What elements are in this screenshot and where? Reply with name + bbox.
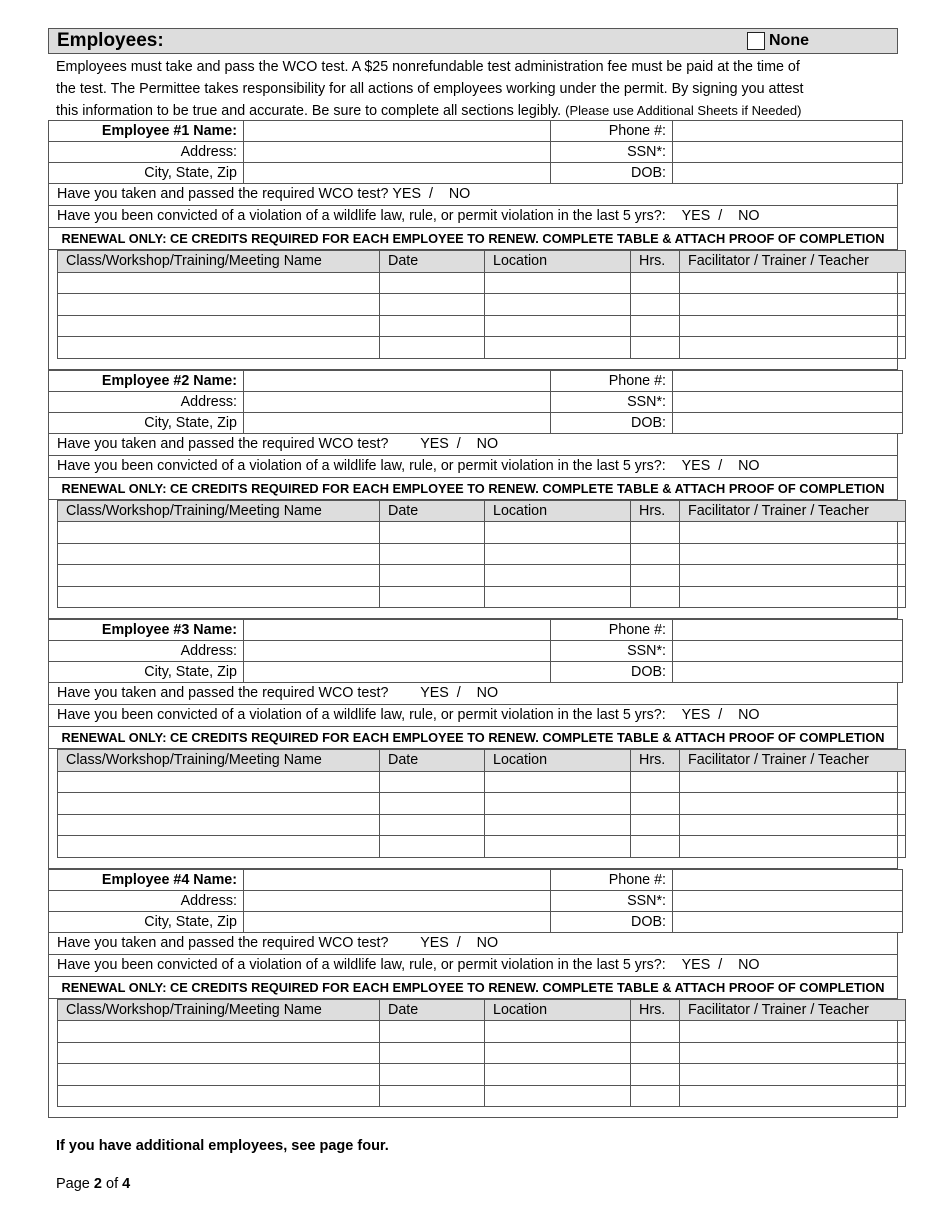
employee-name-label: Employee #1 Name: (49, 121, 244, 142)
col-facilitator-header: Facilitator / Trainer / Teacher (680, 500, 906, 522)
violation-slash: / (718, 457, 723, 474)
col-location-cell[interactable] (485, 793, 631, 815)
wco-question-text: Have you taken and passed the required WCO test? (57, 435, 389, 452)
col-facilitator-cell[interactable] (680, 1021, 906, 1043)
col-class-name-cell[interactable] (58, 543, 380, 565)
info-row (49, 391, 903, 412)
col-hours-cell[interactable] (631, 543, 680, 565)
col-class-name-cell[interactable] (58, 565, 380, 587)
col-class-name-header: Class/Workshop/Training/Meeting Name (58, 750, 380, 772)
violation-question (48, 456, 898, 478)
ce-row (58, 1042, 906, 1064)
dob-label: DOB: (551, 163, 673, 184)
ssn-label: SSN*: (551, 890, 673, 911)
dob-label: DOB: (551, 662, 673, 683)
col-date-cell[interactable] (380, 522, 485, 544)
address-field[interactable] (244, 142, 551, 163)
ce-row (58, 586, 906, 608)
violation-no-option[interactable]: NO (738, 707, 760, 723)
col-hours-header: Hrs. (631, 750, 680, 772)
ce-row (58, 793, 906, 815)
violation-yes-option[interactable]: YES (681, 707, 711, 723)
ce-row (58, 543, 906, 565)
info-row (49, 163, 903, 184)
col-facilitator-cell[interactable] (680, 315, 906, 337)
page-total: 4 (122, 1176, 131, 1192)
ce-row (58, 836, 906, 858)
ssn-field[interactable] (673, 142, 903, 163)
ce-row (58, 315, 906, 337)
ssn-label: SSN*: (551, 641, 673, 662)
col-hours-cell[interactable] (631, 315, 680, 337)
name-field[interactable] (244, 370, 551, 391)
ce-credits-block (48, 500, 898, 620)
col-class-name-cell[interactable] (58, 272, 380, 294)
col-facilitator-cell[interactable] (680, 294, 906, 316)
col-date-cell[interactable] (380, 1064, 485, 1086)
city-state-zip-field[interactable] (244, 662, 551, 683)
ssn-label: SSN*: (551, 391, 673, 412)
section-title: Employees: (57, 30, 164, 51)
intro-line-3-text: this information to be true and accurate. Be sure to complete all sections legibly. (56, 103, 562, 119)
employee-name-label: Employee #2 Name: (49, 370, 244, 391)
col-facilitator-cell[interactable] (680, 836, 906, 858)
name-field[interactable] (244, 121, 551, 142)
dob-label: DOB: (551, 911, 673, 932)
col-facilitator-cell[interactable] (680, 1064, 906, 1086)
ce-row (58, 565, 906, 587)
phone-label: Phone #: (551, 370, 673, 391)
employee-name-label: Employee #4 Name: (49, 869, 244, 890)
col-location-cell[interactable] (485, 565, 631, 587)
col-class-name-cell[interactable] (58, 1085, 380, 1107)
ce-row (58, 814, 906, 836)
col-location-cell[interactable] (485, 1085, 631, 1107)
phone-label: Phone #: (551, 121, 673, 142)
col-location-header: Location (485, 251, 631, 273)
info-row (49, 412, 903, 433)
col-location-cell[interactable] (485, 294, 631, 316)
dob-field[interactable] (673, 662, 903, 683)
col-facilitator-cell[interactable] (680, 522, 906, 544)
violation-question-text: Have you been convicted of a violation of a wildlife law, rule, or permit violation in the last 5 yrs?: (57, 208, 666, 224)
ce-credits-block (48, 749, 898, 869)
col-facilitator-cell[interactable] (680, 565, 906, 587)
wco-test-question (48, 683, 898, 705)
col-location-cell[interactable] (485, 543, 631, 565)
col-date-header: Date (380, 251, 485, 273)
ce-row (58, 272, 906, 294)
ce-row (58, 522, 906, 544)
ce-row (58, 1064, 906, 1086)
none-checkbox[interactable] (747, 32, 765, 50)
intro-line-3 (56, 100, 890, 122)
ce-row (58, 1021, 906, 1043)
col-class-name-cell[interactable] (58, 337, 380, 359)
col-facilitator-cell[interactable] (680, 586, 906, 608)
info-row (49, 869, 903, 890)
city-state-zip-field[interactable] (244, 163, 551, 184)
col-location-cell[interactable] (485, 771, 631, 793)
city-state-zip-label: City, State, Zip (49, 911, 244, 932)
ce-row (58, 294, 906, 316)
wco-question-text: Have you taken and passed the required WCO test? (57, 186, 389, 202)
violation-question (48, 955, 898, 977)
violation-slash: / (718, 208, 723, 224)
col-hours-cell[interactable] (631, 337, 680, 359)
wco-no-option[interactable]: NO (476, 685, 499, 701)
ce-header-row (58, 999, 906, 1021)
col-hours-cell[interactable] (631, 1021, 680, 1043)
phone-field[interactable] (673, 620, 903, 641)
violation-yes-option[interactable]: YES (681, 457, 711, 474)
col-date-cell[interactable] (380, 771, 485, 793)
ssn-field[interactable] (673, 890, 903, 911)
col-class-name-cell[interactable] (58, 836, 380, 858)
info-row (49, 662, 903, 683)
city-state-zip-label: City, State, Zip (49, 662, 244, 683)
col-date-cell[interactable] (380, 814, 485, 836)
col-date-header: Date (380, 500, 485, 522)
wco-no-option[interactable]: NO (476, 934, 499, 951)
violation-no-option[interactable]: NO (738, 208, 760, 224)
col-class-name-cell[interactable] (58, 294, 380, 316)
col-location-header: Location (485, 750, 631, 772)
info-row (49, 142, 903, 163)
page-current: 2 (93, 1176, 102, 1192)
col-hours-cell[interactable] (631, 272, 680, 294)
name-field[interactable] (244, 620, 551, 641)
info-row (49, 641, 903, 662)
col-date-cell[interactable] (380, 1085, 485, 1107)
col-hours-header: Hrs. (631, 500, 680, 522)
renewal-notice: RENEWAL ONLY: CE CREDITS REQUIRED FOR EACH EMPLOYEE TO RENEW. COMPLETE TABLE & ATTACH PROOF OF COMPLETION (48, 228, 898, 250)
col-hours-cell[interactable] (631, 771, 680, 793)
col-hours-header: Hrs. (631, 251, 680, 273)
address-field[interactable] (244, 890, 551, 911)
col-location-cell[interactable] (485, 836, 631, 858)
address-field[interactable] (244, 391, 551, 412)
page-prefix: Page (56, 1176, 90, 1192)
city-state-zip-label: City, State, Zip (49, 412, 244, 433)
col-facilitator-header: Facilitator / Trainer / Teacher (680, 251, 906, 273)
col-date-header: Date (380, 999, 485, 1021)
city-state-zip-field[interactable] (244, 412, 551, 433)
wco-yes-option[interactable]: YES (392, 186, 421, 202)
col-date-cell[interactable] (380, 836, 485, 858)
ce-credits-table (57, 500, 906, 609)
col-class-name-cell[interactable] (58, 771, 380, 793)
col-class-name-header: Class/Workshop/Training/Meeting Name (58, 999, 380, 1021)
col-hours-cell[interactable] (631, 565, 680, 587)
col-class-name-header: Class/Workshop/Training/Meeting Name (58, 500, 380, 522)
page-number (56, 1176, 130, 1192)
col-facilitator-cell[interactable] (680, 337, 906, 359)
employee-info-table (48, 869, 903, 933)
info-row (49, 911, 903, 932)
dob-label: DOB: (551, 412, 673, 433)
col-class-name-cell[interactable] (58, 522, 380, 544)
city-state-zip-label: City, State, Zip (49, 163, 244, 184)
violation-yes-option[interactable]: YES (681, 208, 711, 224)
col-hours-cell[interactable] (631, 522, 680, 544)
phone-field[interactable] (673, 869, 903, 890)
none-label: None (769, 32, 809, 49)
col-facilitator-header: Facilitator / Trainer / Teacher (680, 999, 906, 1021)
info-row (49, 370, 903, 391)
violation-yes-option[interactable]: YES (681, 956, 711, 973)
employee-section (48, 120, 898, 370)
employee-section (48, 370, 898, 620)
col-date-cell[interactable] (380, 315, 485, 337)
dob-field[interactable] (673, 911, 903, 932)
col-location-cell[interactable] (485, 814, 631, 836)
address-label: Address: (49, 391, 244, 412)
col-facilitator-cell[interactable] (680, 1085, 906, 1107)
col-date-cell[interactable] (380, 272, 485, 294)
wco-test-question (48, 933, 898, 955)
col-hours-cell[interactable] (631, 1042, 680, 1064)
col-hours-cell[interactable] (631, 586, 680, 608)
col-hours-cell[interactable] (631, 836, 680, 858)
col-location-cell[interactable] (485, 1021, 631, 1043)
violation-question (48, 705, 898, 727)
violation-no-option[interactable]: NO (738, 457, 760, 474)
intro-line-1: Employees must take and pass the WCO test. A $25 nonrefundable test administration fee must be paid at the time of (56, 59, 800, 75)
col-class-name-cell[interactable] (58, 1042, 380, 1064)
renewal-notice: RENEWAL ONLY: CE CREDITS REQUIRED FOR EACH EMPLOYEE TO RENEW. COMPLETE TABLE & ATTACH PROOF OF COMPLETION (48, 727, 898, 749)
ce-credits-table (57, 999, 906, 1108)
col-location-cell[interactable] (485, 1042, 631, 1064)
ce-header-row (58, 750, 906, 772)
employees-header (48, 28, 898, 54)
col-date-cell[interactable] (380, 294, 485, 316)
violation-slash: / (718, 956, 723, 973)
wco-yes-option[interactable]: YES (420, 435, 449, 452)
additional-employees-note: If you have additional employees, see page four. (56, 1138, 389, 1154)
ce-credits-block (48, 999, 898, 1119)
col-location-cell[interactable] (485, 272, 631, 294)
col-location-header: Location (485, 500, 631, 522)
employee-name-label: Employee #3 Name: (49, 620, 244, 641)
violation-no-option[interactable]: NO (738, 956, 760, 973)
page-of: of (106, 1176, 119, 1192)
wco-question-text: Have you taken and passed the required WCO test? (57, 685, 389, 701)
col-class-name-cell[interactable] (58, 793, 380, 815)
phone-field[interactable] (673, 121, 903, 142)
phone-label: Phone #: (551, 620, 673, 641)
ce-header-row (58, 500, 906, 522)
col-hours-header: Hrs. (631, 999, 680, 1021)
phone-label: Phone #: (551, 869, 673, 890)
intro-line-3-note: (Please use Additional Sheets if Needed) (565, 103, 802, 118)
col-hours-cell[interactable] (631, 1064, 680, 1086)
wco-slash: / (428, 186, 433, 202)
intro-text (48, 54, 898, 120)
employee-info-table (48, 120, 903, 184)
address-label: Address: (49, 641, 244, 662)
ce-credits-table (57, 749, 906, 858)
ssn-label: SSN*: (551, 142, 673, 163)
violation-slash: / (718, 707, 723, 723)
wco-slash: / (456, 685, 461, 701)
ce-credits-table (57, 250, 906, 359)
wco-test-question (48, 434, 898, 456)
ssn-field[interactable] (673, 391, 903, 412)
col-class-name-cell[interactable] (58, 814, 380, 836)
col-location-cell[interactable] (485, 337, 631, 359)
employee-info-table (48, 370, 903, 434)
address-label: Address: (49, 890, 244, 911)
col-class-name-cell[interactable] (58, 1064, 380, 1086)
address-field[interactable] (244, 641, 551, 662)
violation-question-text: Have you been convicted of a violation of a wildlife law, rule, or permit violation in the last 5 yrs?: (57, 956, 666, 973)
name-field[interactable] (244, 869, 551, 890)
dob-field[interactable] (673, 163, 903, 184)
col-facilitator-cell[interactable] (680, 1042, 906, 1064)
ce-header-row (58, 251, 906, 273)
col-facilitator-cell[interactable] (680, 272, 906, 294)
col-facilitator-cell[interactable] (680, 814, 906, 836)
ssn-field[interactable] (673, 641, 903, 662)
col-date-cell[interactable] (380, 1021, 485, 1043)
intro-line-2: the test. The Permittee takes responsibility for all actions of employees working under the permit. By signing you attest (56, 81, 804, 97)
col-date-cell[interactable] (380, 793, 485, 815)
col-date-cell[interactable] (380, 586, 485, 608)
col-hours-cell[interactable] (631, 814, 680, 836)
none-option (747, 32, 809, 50)
wco-slash: / (456, 435, 461, 452)
address-label: Address: (49, 142, 244, 163)
col-location-cell[interactable] (485, 315, 631, 337)
col-date-header: Date (380, 750, 485, 772)
col-facilitator-header: Facilitator / Trainer / Teacher (680, 750, 906, 772)
city-state-zip-field[interactable] (244, 911, 551, 932)
col-location-cell[interactable] (485, 586, 631, 608)
dob-field[interactable] (673, 412, 903, 433)
col-date-cell[interactable] (380, 1042, 485, 1064)
wco-yes-option[interactable]: YES (420, 934, 449, 951)
wco-slash: / (456, 934, 461, 951)
violation-question-text: Have you been convicted of a violation of a wildlife law, rule, or permit violation in the last 5 yrs?: (57, 457, 666, 474)
ce-row (58, 771, 906, 793)
col-hours-cell[interactable] (631, 1085, 680, 1107)
renewal-notice: RENEWAL ONLY: CE CREDITS REQUIRED FOR EACH EMPLOYEE TO RENEW. COMPLETE TABLE & ATTACH PROOF OF COMPLETION (48, 977, 898, 999)
col-class-name-cell[interactable] (58, 315, 380, 337)
col-date-cell[interactable] (380, 337, 485, 359)
employee-section (48, 869, 898, 1119)
employee-info-table (48, 619, 903, 683)
ce-row (58, 1085, 906, 1107)
col-facilitator-cell[interactable] (680, 543, 906, 565)
col-class-name-header: Class/Workshop/Training/Meeting Name (58, 251, 380, 273)
employee-section (48, 619, 898, 869)
col-location-cell[interactable] (485, 522, 631, 544)
wco-test-question (48, 184, 898, 206)
wco-question-text: Have you taken and passed the required WCO test? (57, 934, 389, 951)
renewal-notice: RENEWAL ONLY: CE CREDITS REQUIRED FOR EACH EMPLOYEE TO RENEW. COMPLETE TABLE & ATTACH PROOF OF COMPLETION (48, 478, 898, 500)
info-row (49, 890, 903, 911)
employee-sections (48, 120, 898, 1118)
col-hours-cell[interactable] (631, 294, 680, 316)
col-class-name-cell[interactable] (58, 586, 380, 608)
info-row (49, 620, 903, 641)
col-class-name-cell[interactable] (58, 1021, 380, 1043)
col-facilitator-cell[interactable] (680, 793, 906, 815)
ce-row (58, 337, 906, 359)
wco-no-option[interactable]: NO (476, 435, 499, 452)
col-location-header: Location (485, 999, 631, 1021)
col-hours-cell[interactable] (631, 793, 680, 815)
col-date-cell[interactable] (380, 543, 485, 565)
col-date-cell[interactable] (380, 565, 485, 587)
employees-form (48, 28, 898, 1118)
col-facilitator-cell[interactable] (680, 771, 906, 793)
violation-question-text: Have you been convicted of a violation of a wildlife law, rule, or permit violation in the last 5 yrs?: (57, 707, 666, 723)
wco-no-option[interactable]: NO (448, 186, 471, 202)
col-location-cell[interactable] (485, 1064, 631, 1086)
wco-yes-option[interactable]: YES (420, 685, 449, 701)
violation-question (48, 206, 898, 228)
ce-credits-block (48, 250, 898, 370)
phone-field[interactable] (673, 370, 903, 391)
info-row (49, 121, 903, 142)
